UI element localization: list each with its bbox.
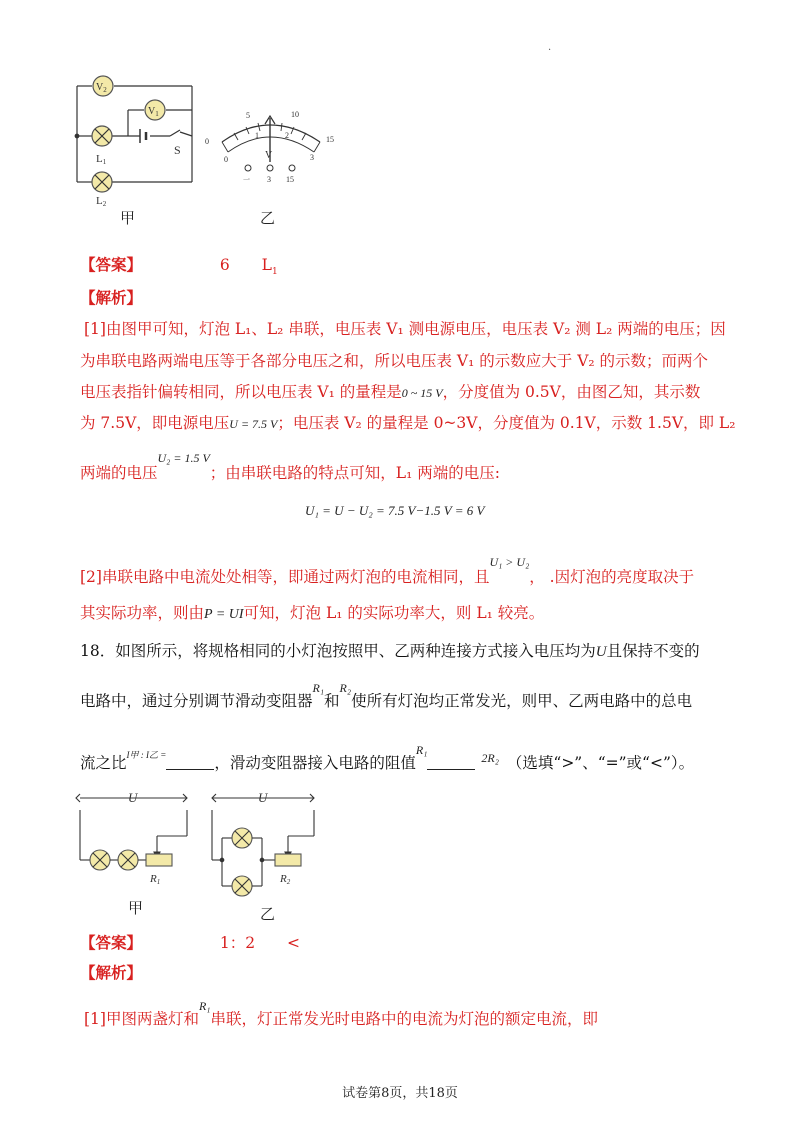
u1-gt-u2-math: U₁ > U₂ <box>489 555 530 569</box>
page-footer: 试卷第8页，共18页 <box>342 1086 458 1101</box>
inner-tick-0: 0 <box>224 155 228 164</box>
question-18-line-1: 18．如图所示，将规格相同的小灯泡按照甲、乙两种连接方式接入电压均为U且保持不变的 <box>80 642 700 660</box>
u-label-jia: U <box>128 790 138 805</box>
l1-label: L1 <box>96 153 107 166</box>
analysis-line-7: 其实际功率，则由P = UI可知，灯泡 L₁ 的实际功率大，则 L₁ 较亮。 <box>80 604 545 622</box>
caption-yi-top: 乙 <box>260 209 276 227</box>
formula-u1: U₁ = U − U₂ = 7.5 V−1.5 V = 6 V <box>305 503 485 518</box>
range-math: 0 ~ 15 V <box>401 386 443 400</box>
voltage-math: U = 7.5 V <box>229 417 278 431</box>
caption-jia-top: 甲 <box>120 209 136 227</box>
answer-1-row <box>80 254 278 283</box>
inner-tick-1: 1 <box>255 131 259 140</box>
answer-blank-2[interactable] <box>427 753 475 770</box>
analysis-tag-1: 【解析】 <box>80 288 143 307</box>
terminal-15: 15 <box>286 175 294 184</box>
u-label-yi: U <box>258 790 268 805</box>
l2-label: L2 <box>96 195 107 208</box>
analysis-line-5: 两端的电压$^{U_2 = 1.5 V}$；由串联电路的特点可知，L₁ 两端的电压: <box>80 451 500 482</box>
analysis-line-2: 为串联电路两端电压等于各部分电压之和，所以电压表 V₁ 的示数应大于 V₂ 的示数；而两个 <box>80 352 709 370</box>
terminal-3: 3 <box>267 175 271 184</box>
analysis-line-4: 为 7.5V，即电源电压U = 7.5 V；电压表 V₂ 的量程是 0~3V，分度值为 0.1V，示数 1.5V，即 L₂ <box>80 414 736 432</box>
answer-2-row <box>80 932 300 954</box>
analysis-line-1: [1]由图甲可知，灯泡 L₁、L₂ 串联，电压表 V₁ 测电源电压，电压表 V₂ 测 L₂ 两端的电压；因 <box>84 320 726 338</box>
u2-math: U₂ = 1.5 V <box>157 451 210 465</box>
answer-2-value-2: < <box>287 934 300 952</box>
meter-v-label: V <box>265 150 273 161</box>
caption-yi-bottom: 乙 <box>260 905 276 923</box>
v1-label: $V_1$ <box>148 106 159 118</box>
analysis-2-line-1: [1]甲图两盏灯和$^{R_1}$串联，灯正常发光时电路中的电流为灯泡的额定电流，即 <box>84 999 598 1028</box>
answer-2-value-1: 1：2 <box>219 934 256 952</box>
switch-label: S <box>174 143 181 157</box>
circuit-diagram-jia-top <box>72 70 202 210</box>
outer-tick-0: 0 <box>205 137 209 146</box>
question-18-line-2: 电路中，通过分别调节滑动变阻器$^{R_1}$和$^{R_2}$使所有灯泡均正常发光，则甲、乙两电路中的总电 <box>80 681 693 710</box>
inner-tick-2: 2 <box>285 131 289 140</box>
answer-1-value-2: $L_1$ <box>261 256 278 278</box>
r1-label: R1 <box>150 873 161 886</box>
inner-tick-3: 3 <box>310 153 314 162</box>
analysis-line-6: [2]串联电路中电流处处相等，即通过两灯泡的电流相同，且$^{U_1 > U_2}$， .因灯泡的亮度取决于 <box>80 555 695 586</box>
answer-tag-2: 【答案】 <box>80 933 143 952</box>
outer-tick-5: 5 <box>246 111 250 120</box>
outer-tick-10: 10 <box>291 110 299 119</box>
voltmeter-dial <box>200 100 345 190</box>
p-equals-ui: P = UI <box>204 607 244 622</box>
question-18-line-3: 流之比$^{I甲 : I乙 =}$ ，滑动变阻器接入电路的阻值$^{R_12R_2}$ （选填“>”、“=”或“<”）。 <box>80 743 695 772</box>
analysis-tag-2: 【解析】 <box>80 963 143 982</box>
r2-label: R2 <box>280 873 291 886</box>
answer-1-value-1: 6 <box>219 256 230 274</box>
outer-tick-15: 15 <box>326 135 334 144</box>
circuit-diagrams-q18 <box>72 788 332 918</box>
v2-label: $V_2$ <box>96 82 107 94</box>
header-mark: . <box>548 42 552 53</box>
analysis-line-3: 电压表指针偏转相同，所以电压表 V₁ 的量程是0 ~ 15 V，分度值为 0.5V，由图乙知，其示数 <box>80 383 701 401</box>
caption-jia-bottom: 甲 <box>128 899 144 917</box>
answer-blank-1[interactable] <box>166 753 214 770</box>
answer-tag: 【答案】 <box>80 255 143 274</box>
terminal-minus: 一 <box>243 176 250 184</box>
